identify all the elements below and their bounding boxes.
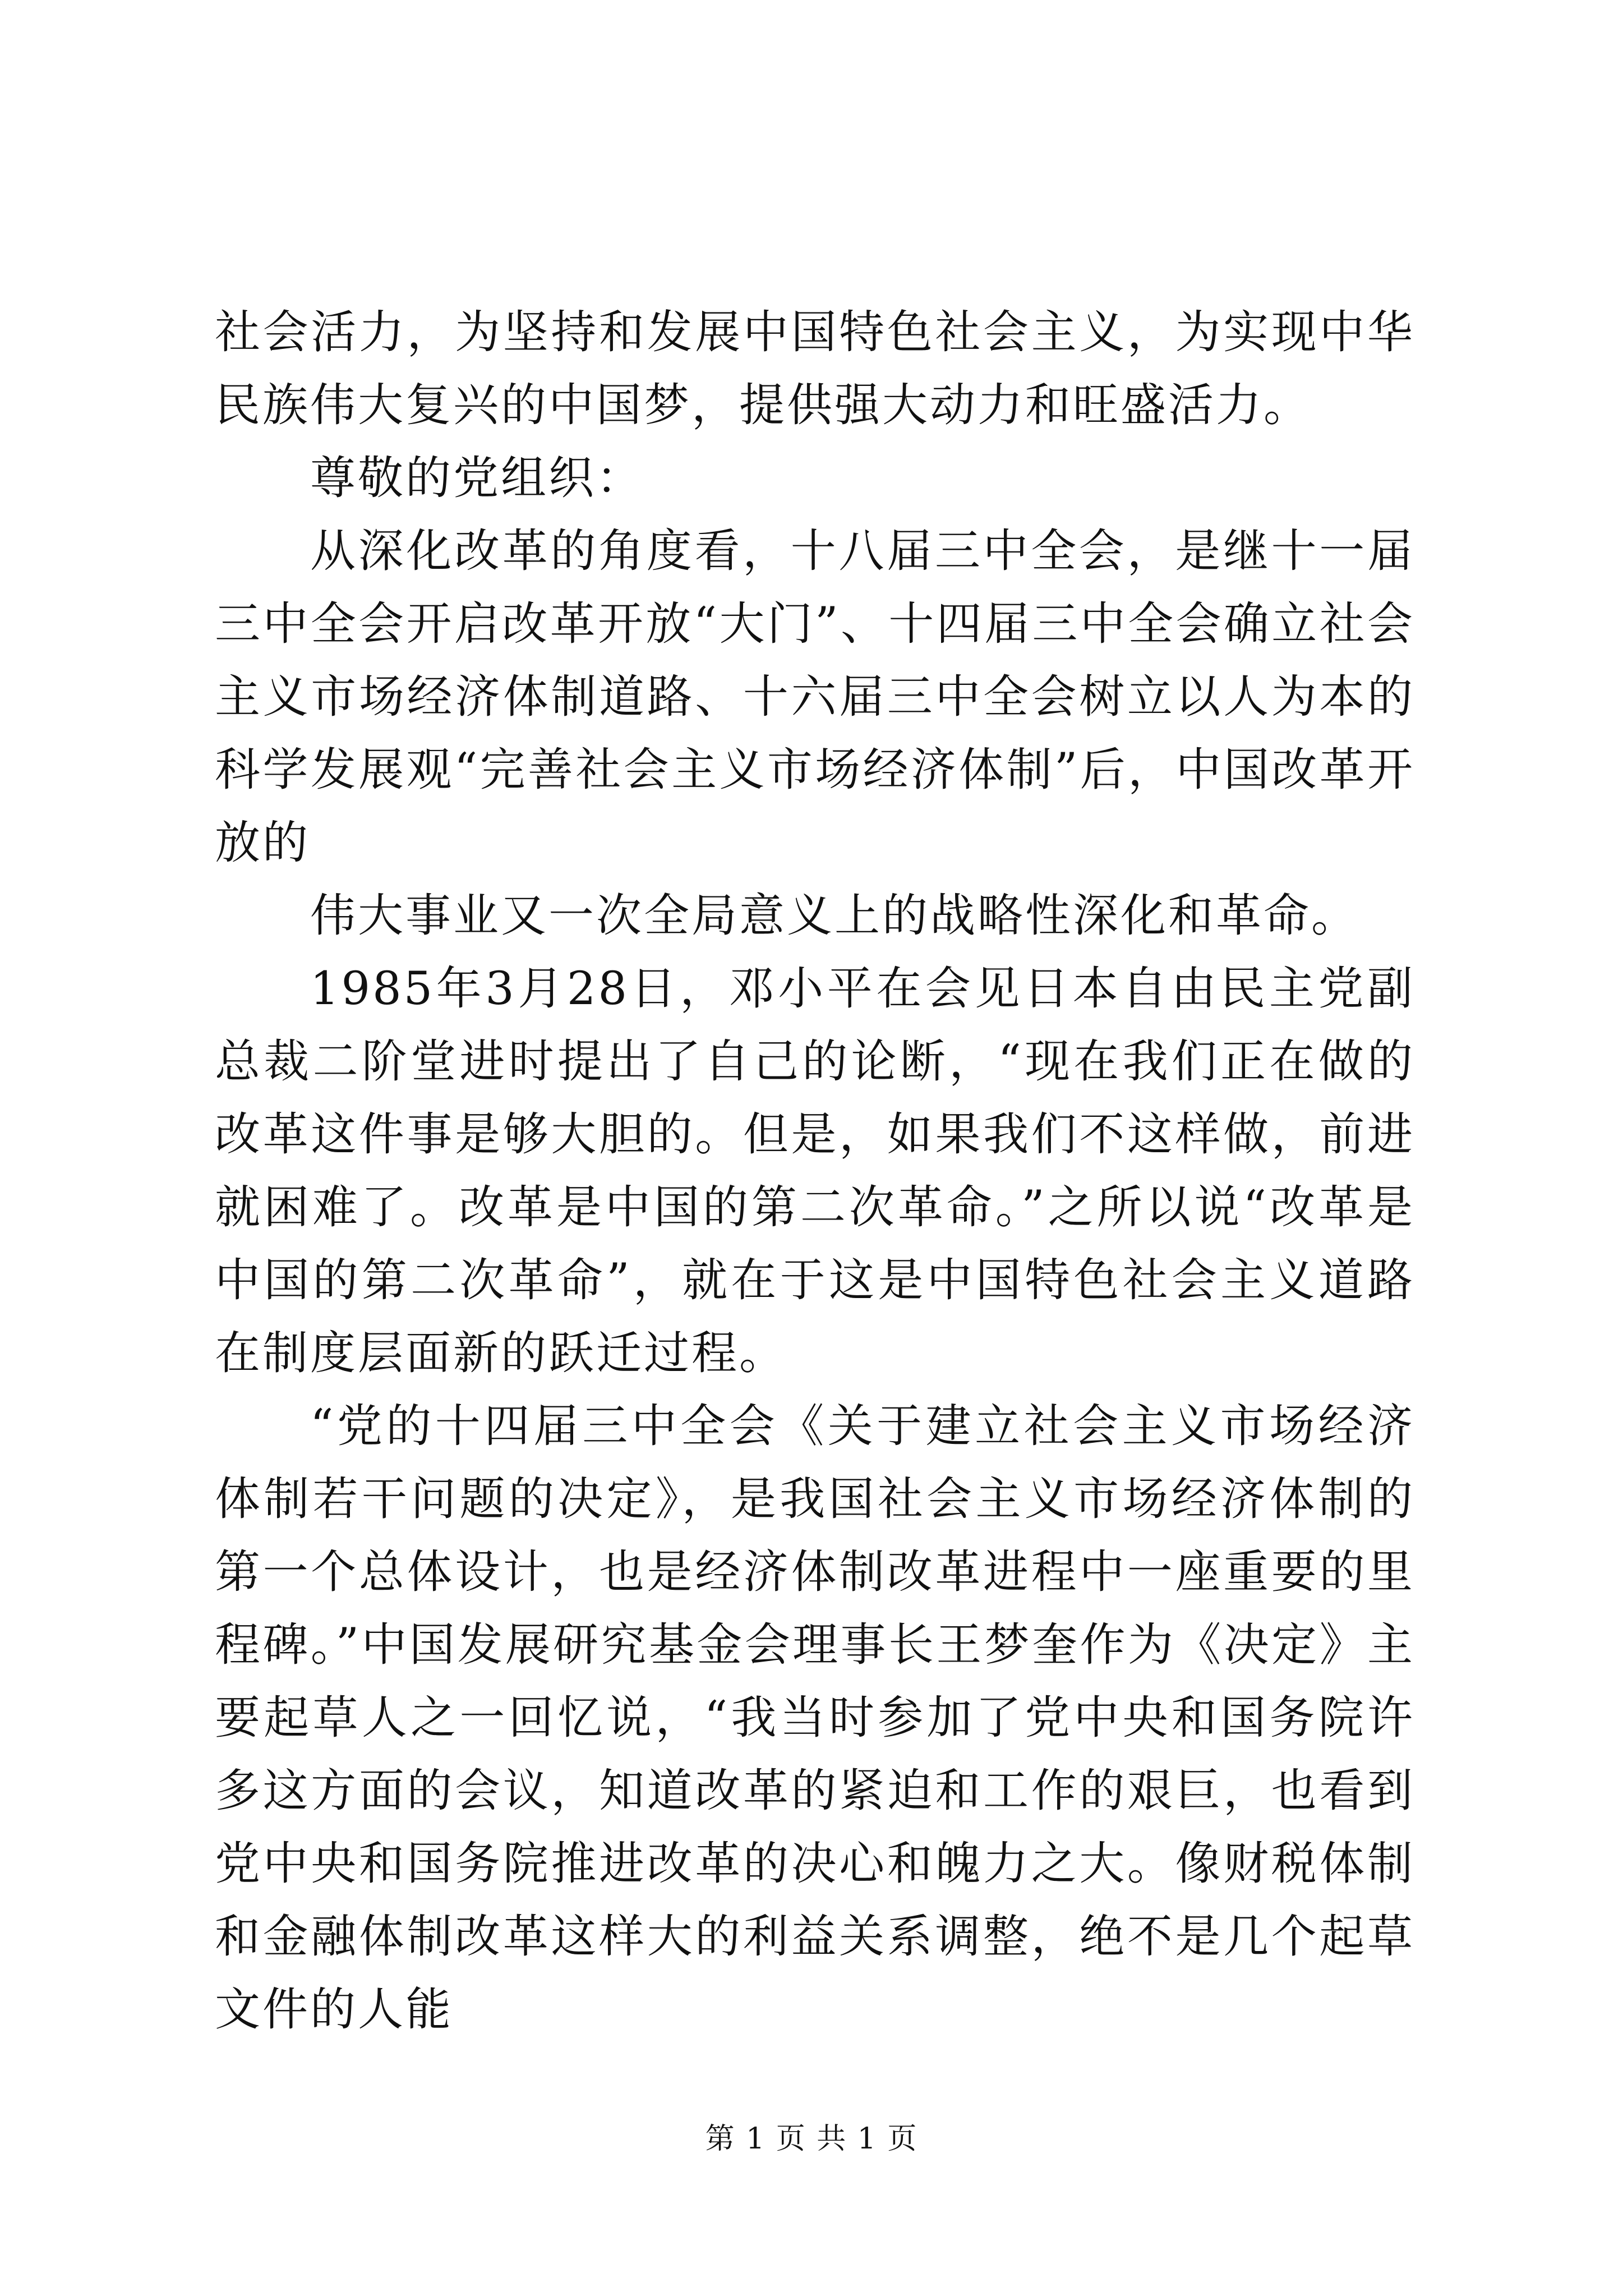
paragraph-salutation: 尊敬的党组织： [310,452,644,505]
paragraph: 从深化改革的角度看，十八届三中全会，是继十一届三中全会开启改革开放“大门”、十四届三中全会确立社会主义市场经济体制道路、十六届三中全会树立以人为本的科学发展观“完善社会主义市场经济体制”后，中国改革开放的 [215,525,1415,869]
paragraph: 1985年3月28日，邓小平在会见日本自由民主党副总裁二阶堂进时提出了自己的论断，“现在我们正在做的改革这件事是够大胆的。但是，如果我们不这样做，前进就困难了。改革是中国的第二次革命。”之所以说“改革是中国的第二次革命”，就在于这是中国特色社会主义道路在制度层面新的跃迁过程。 [215,963,1415,1380]
paragraph: 社会活力，为坚持和发展中国特色社会主义，为实现中华民族伟大复兴的中国梦，提供强大动力和旺盛活力。 [215,306,1415,432]
paragraph: “党的十四届三中全会《关于建立社会主义市场经济体制若干问题的决定》，是我国社会主义市场经济体制的第一个总体设计，也是经济体制改革进程中一座重要的里程碑。”中国发展研究基金会理事长王梦奎作为《决定》主要起草人之一回忆说，“我当时参加了党中央和国务院许多这方面的会议，知道改革的紧迫和工作的艰巨，也看到党中央和国务院推进改革的决心和魄力之大。像财税体制和金融体制改革这样大的利益关系调整，绝不是几个起草文件的人能 [215,1400,1415,2036]
body-text [215,296,1415,2046]
page-footer: 第 1 页 共 1 页 [705,2122,918,2156]
paragraph: 伟大事业又一次全局意义上的战略性深化和革命。 [310,890,1359,942]
